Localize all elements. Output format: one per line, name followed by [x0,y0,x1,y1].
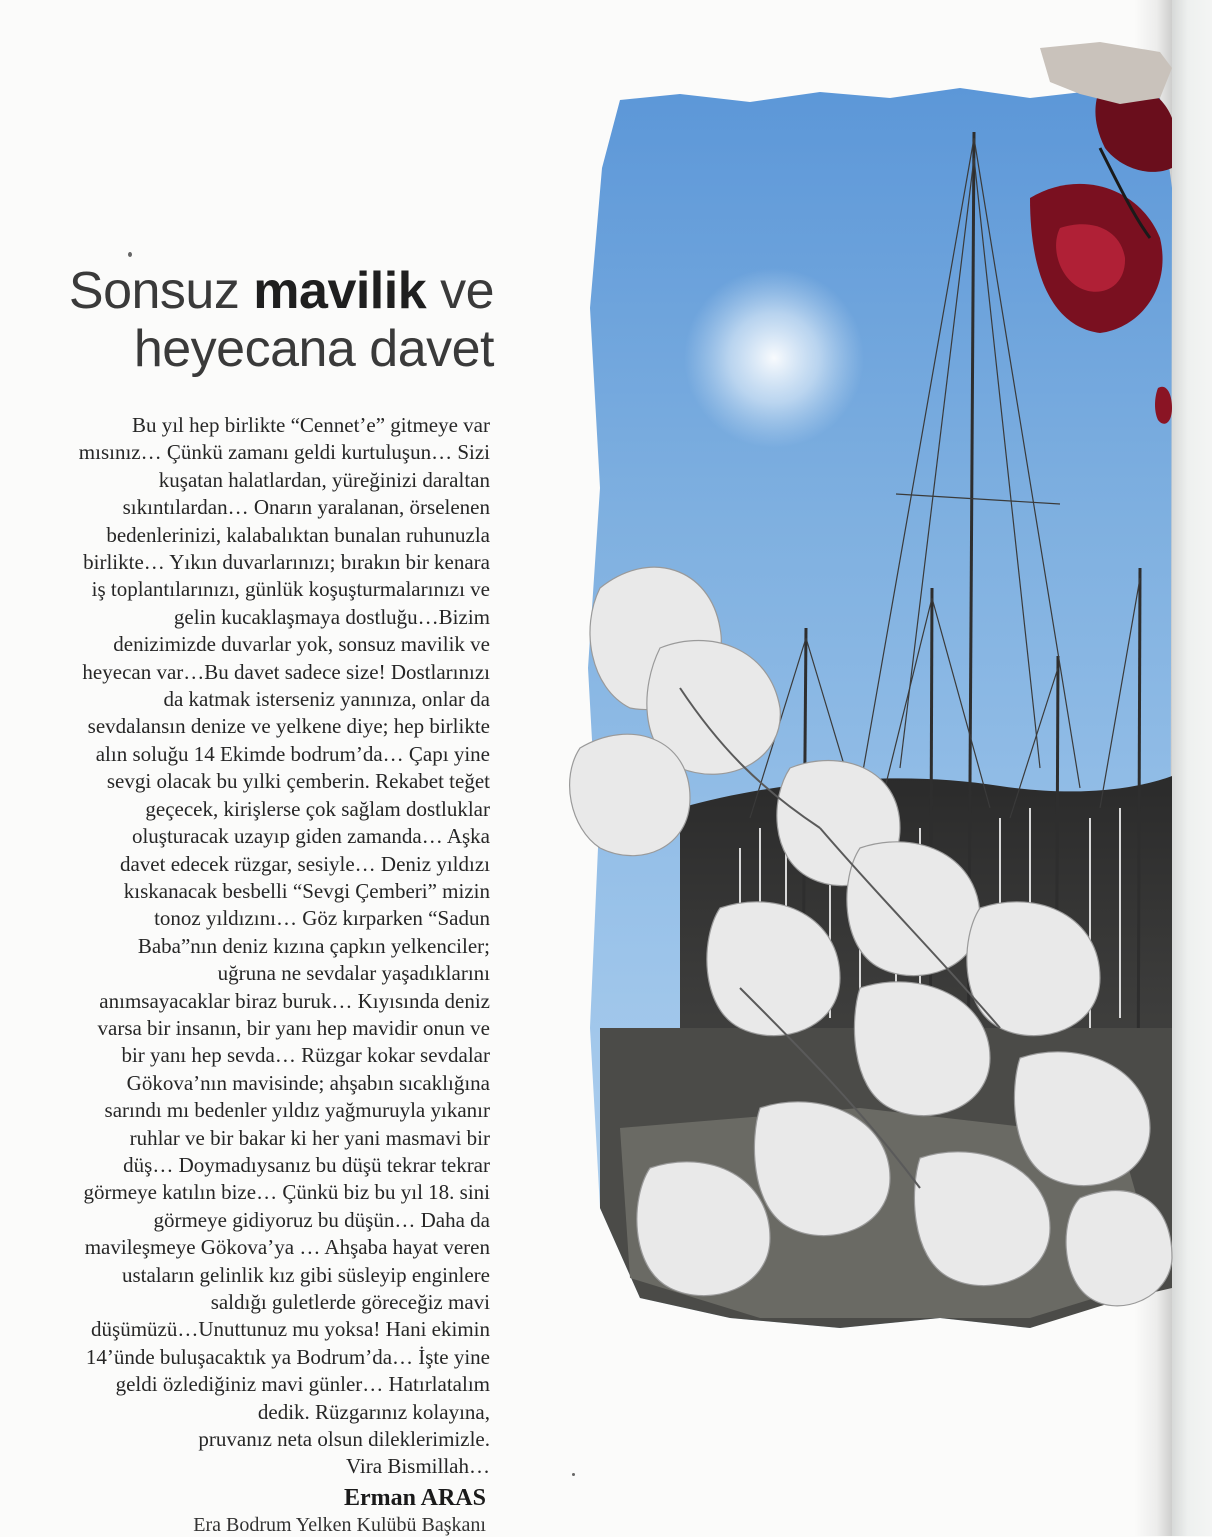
body-line: dedik. Rüzgarınız kolayına, [257,1399,490,1424]
body-line: sarındı mı bedenler yıldız yağmuruyla yıkanır [104,1098,490,1123]
body-line: kuşatan halatlardan, yüreğinizi daraltan [158,467,490,492]
body-line: ruhlar ve bir bakar ki her yani masmavi bir [129,1125,490,1150]
body-line: mavileşmeye Gökova’ya … Ahşaba hayat veren [84,1235,490,1260]
scan-speck [128,252,132,257]
body-line: heyecan var…Bu davet sadece size! Dostlarınızı [82,659,490,684]
body-line: geldi özlediğiniz mavi günler… Hatırlatalım [115,1372,490,1397]
body-line: birlikte… Yıkın duvarlarınızı; bırakın bir kenara [83,550,490,575]
page-edge [1172,0,1212,1536]
body-line: bir yanı hep sevda… Rüzgar kokar sevdalar [121,1043,490,1068]
body-line: kıskanacak besbelli “Sevgi Çemberi” mizin [123,878,490,903]
body-line: ustaların gelinlik kız gibi süsleyip enginlere [121,1262,490,1287]
body-line: uğruna ne sevdalar yaşadıklarını [217,961,490,986]
body-line: sevdalansın denize ve yelkene diye; hep birlikte [87,714,490,739]
body-line: sıkıntılardan… Onarın yaralanan, örselenen [122,495,490,520]
article-body [0,412,490,1481]
body-line: Gökova’nın mavisinde; ahşabın sıcaklığına [126,1070,490,1095]
body-line: sevgi olacak bu yılki çemberin. Rekabet teğet [106,769,490,794]
body-line: denizimizde duvarlar yok, sonsuz mavilik ve [113,632,490,657]
body-line: düş… Doymadıysanız bu düşü tekrar tekrar [123,1152,490,1177]
body-line: anımsayacaklar biraz buruk… Kıyısında deniz [99,988,490,1013]
body-line: gelin kucaklaşmaya dostluğu…Bizim [173,604,490,629]
body-line: tonoz yıldızını… Göz kırparken “Sadun [154,906,490,931]
body-line: Bu yıl hep birlikte “Cennet’e” gitmeye var [131,413,490,437]
body-line: Baba”nın deniz kızına çapkın yelkenciler; [137,933,490,958]
body-line: davet edecek rüzgar, sesiyle… Deniz yıldızı [119,851,490,876]
body-line: Vira Bismillah… [346,1454,490,1479]
scan-speck [572,1473,575,1476]
body-line: bedenlerinizi, kalabalıktan bunalan ruhunuzla [106,522,490,547]
body-line: saldığı guletlerde göreceğiz mavi [210,1290,490,1314]
body-line: görmeye gidiyoruz bu düşün… Daha da [153,1207,490,1232]
article-title [14,262,494,378]
body-line: pruvanız neta olsun dileklerimizle. [198,1427,490,1452]
body-line: görmeye katılın bize… Çünkü biz bu yıl 18. sini [83,1180,490,1205]
title-part1: Sonsuz [68,262,254,320]
body-line: geçecek, kirişlerse çok sağlam dostluklar [145,796,490,821]
title-bold: mavilik [253,262,427,320]
title-part2: ve [426,262,494,320]
body-line: düşümüzü…Unuttunuz mu yoksa! Hani ekimin [91,1317,490,1342]
author-name: Erman ARAS [343,1485,486,1511]
title-line2: heyecana davet [133,320,494,378]
body-line: varsa bir insanın, bir yanı hep mavidir onun ve [97,1015,490,1040]
body-line: oluşturacak uzayıp giden zamanda… Aşka [131,824,490,849]
author-title: Era Bodrum Yelken Kulübü Başkanı [193,1514,486,1536]
body-line: mısınız… Çünkü zamanı geldi kurtuluşun… Sizi [78,440,490,465]
sailboat-flowers-photo [560,28,1174,1358]
body-line: iş toplantılarınızı, günlük koşuşturmalarınızı ve [91,577,490,602]
body-line: 14’ünde buluşacaktık ya Bodrum’da… İşte yine [85,1344,490,1369]
body-line: alın soluğu 14 Ekimde bodrum’da… Çapı yine [95,741,490,766]
body-line: da katmak isterseniz yanınıza, onlar da [163,687,490,712]
